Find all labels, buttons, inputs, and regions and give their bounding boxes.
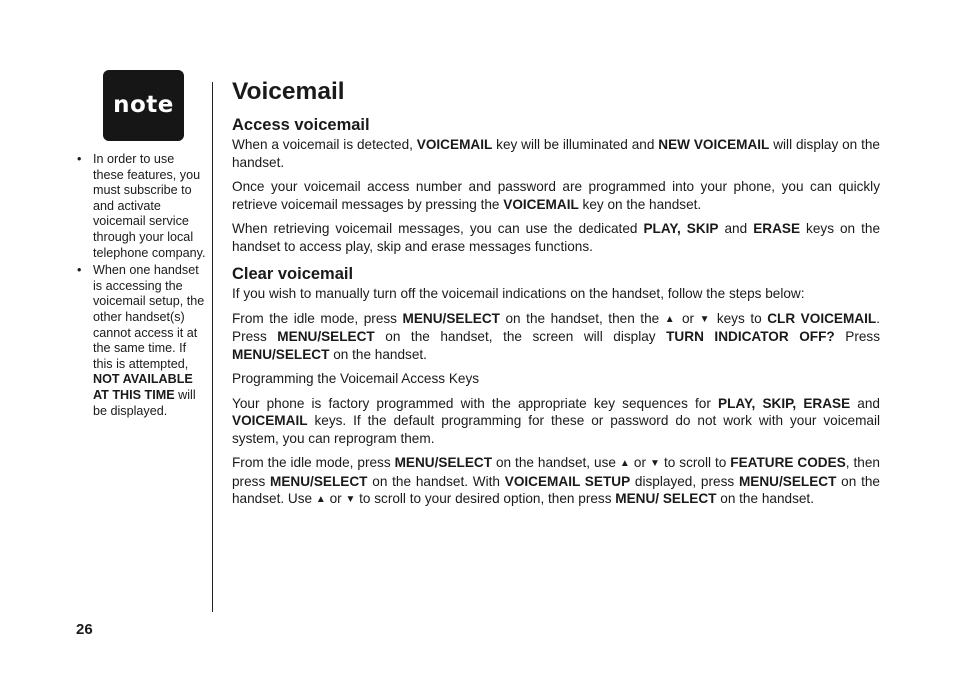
clear-paragraph-1: If you wish to manually turn off the voicemail indications on the handset, follow the steps below: [232, 286, 805, 301]
text-run: displayed, press [630, 473, 739, 489]
text-run: VOICEMAIL [416, 137, 493, 152]
text-run: to scroll to [660, 455, 731, 470]
text-run: and [718, 221, 754, 236]
access-paragraph-2 [232, 178, 880, 213]
text-run: . Press [232, 310, 880, 344]
access-voicemail-heading: Access voicemail [232, 116, 370, 134]
clear-paragraph-4 [232, 395, 880, 448]
access-paragraph-1 [232, 136, 880, 171]
text-run: , then press [232, 455, 880, 489]
text-run: Press [834, 329, 881, 344]
text-run: From the idle mode, press [232, 455, 395, 470]
note-badge [103, 70, 184, 141]
text-run: keys to [711, 310, 768, 326]
text-run: NEW VOICEMAIL [658, 137, 770, 152]
text-run: on the handset, then the [499, 310, 665, 326]
text-run: on the handset. With [367, 473, 505, 489]
column-divider [212, 82, 213, 612]
text-run: VOICEMAIL [503, 196, 579, 212]
text-run: keys on the handset to access play, skip and erase messages functions. [232, 221, 881, 254]
text-run: MENU/SELECT [232, 346, 330, 362]
text-run: Your phone is factory programmed with the appropriate key sequences for [232, 395, 719, 411]
side-note-2-tail: will be displayed. [93, 387, 196, 418]
text-run: key will be illuminated and [492, 137, 659, 152]
side-note-2 [76, 263, 206, 419]
text-run: will display on the handset. [232, 137, 880, 170]
text-run: VOICEMAIL [232, 413, 308, 428]
text-run: MENU/ SELECT [615, 491, 717, 506]
text-run: MENU/SELECT [402, 310, 500, 326]
clear-paragraph-2 [232, 310, 880, 364]
text-run: on the handset, the screen will display [374, 329, 667, 344]
side-notes [76, 152, 206, 421]
text-run: Once your voicemail access number and password are programmed into your phone, you can quickly retrieve voicemail messages by pressing the [232, 179, 880, 212]
text-run: MENU/SELECT [277, 329, 375, 344]
text-run: From the idle mode, press [232, 310, 403, 326]
text-run: key on the handset. [578, 196, 702, 212]
clear-paragraph-5 [232, 454, 880, 509]
text-run: keys. If the default programming for these or password do not work with your voicemail system, you can reprogram them. [232, 413, 880, 446]
down-arrow-icon: ▼ [345, 494, 356, 505]
up-arrow-icon: ▲ [619, 458, 630, 469]
text-run: MENU/SELECT [394, 455, 493, 470]
up-arrow-icon: ▲ [664, 313, 677, 325]
clear-voicemail-heading: Clear voicemail [232, 265, 354, 283]
side-note-1-text: In order to use these features, you must subscribe to and activate voicemail service through your local telephone company. [93, 152, 206, 260]
down-arrow-icon: ▼ [699, 313, 712, 325]
page-title: Voicemail [232, 78, 345, 105]
text-run: or [676, 310, 700, 326]
note-badge-label: note [113, 92, 174, 118]
text-run: on the handset. Use [232, 473, 880, 506]
side-note-2-emphasis: NOT AVAILABLE AT THIS TIME [93, 372, 193, 402]
up-arrow-icon: ▲ [315, 494, 326, 505]
text-run: and [850, 395, 880, 411]
text-run: or [629, 455, 650, 470]
text-run: When retrieving voicemail messages, you can use the dedicated [232, 221, 644, 236]
text-run: or [325, 491, 346, 506]
text-run: PLAY, SKIP [643, 221, 719, 236]
text-run: MENU/SELECT [270, 473, 368, 489]
access-paragraph-3 [232, 220, 880, 255]
text-run: on the handset. [329, 346, 427, 362]
text-run: VOICEMAIL SETUP [504, 473, 631, 489]
text-run: When a voicemail is detected, [232, 137, 417, 152]
page-number: 26 [76, 621, 93, 638]
main-content [232, 78, 880, 512]
down-arrow-icon: ▼ [649, 458, 661, 469]
text-run: on the handset, use [492, 455, 620, 470]
text-run: MENU/SELECT [738, 473, 837, 489]
text-run: to scroll to your desired option, then press [355, 491, 616, 506]
text-run: TURN INDICATOR OFF? [666, 329, 835, 344]
text-run: on the handset. [716, 491, 814, 506]
text-run: PLAY, SKIP, ERASE [718, 395, 851, 411]
text-run: FEATURE CODES [730, 455, 846, 470]
side-note-2-text: When one handset is accessing the voicemail setup, the other handset(s) cannot access it at the same time. If this is attempted, [93, 263, 205, 371]
clear-paragraph-3: Programming the Voicemail Access Keys [232, 371, 480, 386]
side-note-1 [76, 152, 206, 261]
text-run: ERASE [753, 221, 801, 236]
text-run: CLR VOICEMAIL [767, 310, 877, 326]
